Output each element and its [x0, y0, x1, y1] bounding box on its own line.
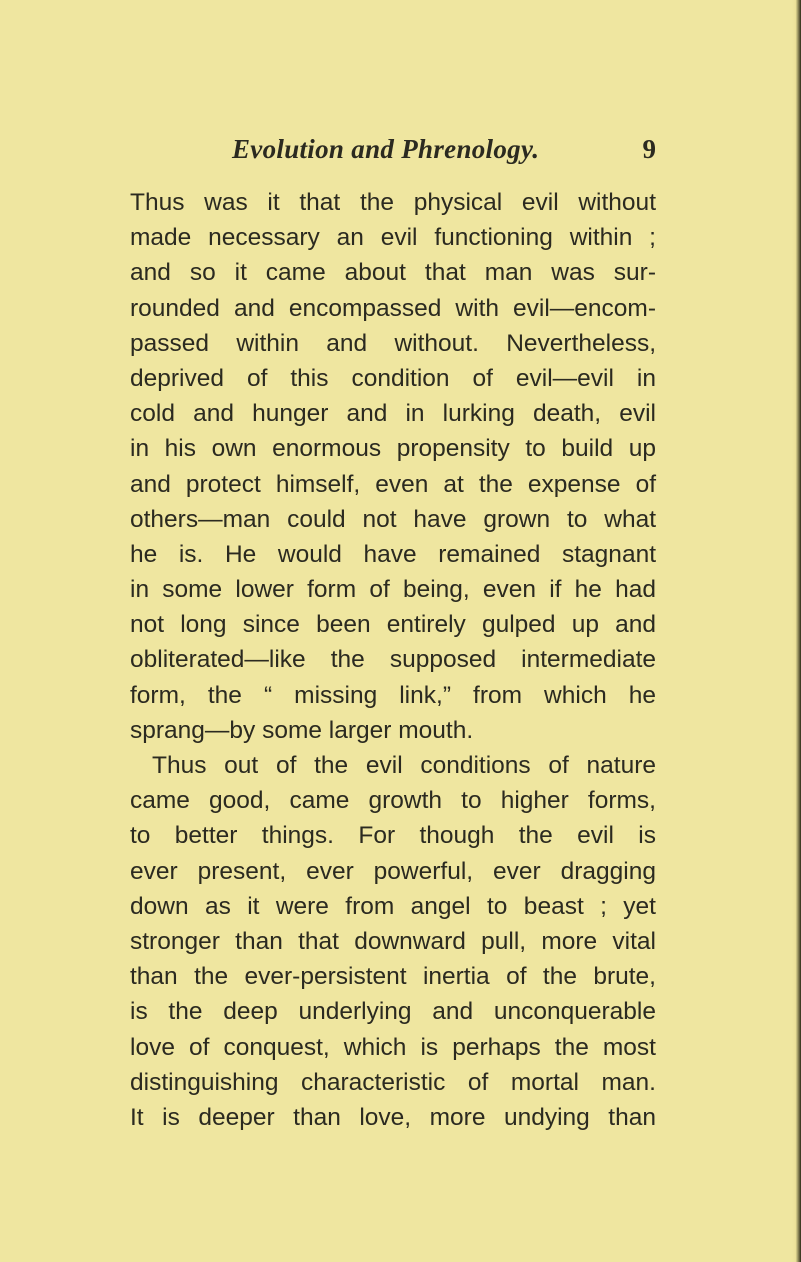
text-line: stronger than that downward pull, more vital: [130, 927, 656, 955]
text-line: he is. He would have remained stagnant: [130, 540, 656, 568]
text-line: made necessary an evil functioning within ;: [130, 224, 656, 252]
page-edge-shadow: [792, 0, 801, 1262]
text-line: form, the “ missing link,” from which he: [130, 681, 656, 709]
text-line: in his own enormous propensity to build up: [130, 435, 656, 463]
text-line: obliterated—like the supposed intermediate: [130, 646, 656, 674]
page-header: [232, 134, 656, 174]
text-line: Thus was it that the physical evil without: [130, 189, 656, 216]
paragraph-2: [130, 748, 656, 1135]
text-line: cold and hunger and in lurking death, evil: [130, 400, 656, 428]
text-line: It is deeper than love, more undying than: [130, 1103, 656, 1131]
body-text: [130, 185, 656, 1135]
text-line: Thus out of the evil conditions of nature: [152, 752, 656, 779]
running-head: Evolution and Phrenology.: [232, 134, 540, 164]
text-line: love of conquest, which is perhaps the most: [130, 1033, 656, 1061]
text-line: passed within and without. Nevertheless,: [130, 329, 656, 357]
text-line: sprang—by some larger mouth.: [130, 716, 474, 744]
text-line: than the ever-persistent inertia of the brute,: [130, 963, 656, 991]
text-line: and protect himself, even at the expense of: [130, 470, 656, 498]
text-line: distinguishing characteristic of mortal man.: [130, 1068, 656, 1096]
text-line: others—man could not have grown to what: [130, 505, 656, 533]
page-number: 9: [642, 134, 656, 164]
text-line: came good, came growth to higher forms,: [130, 787, 656, 815]
paragraph-1: [130, 185, 656, 748]
text-line: not long since been entirely gulped up and: [130, 611, 656, 639]
text-line: rounded and encompassed with evil—encom-: [130, 294, 656, 322]
text-line: and so it came about that man was sur-: [130, 259, 656, 287]
text-line: in some lower form of being, even if he had: [130, 576, 656, 604]
text-line: is the deep underlying and unconquerable: [130, 998, 656, 1026]
text-line: to better things. For though the evil is: [130, 822, 656, 850]
text-line: deprived of this condition of evil—evil in: [130, 364, 656, 392]
text-line: down as it were from angel to beast ; yet: [130, 892, 656, 920]
text-line: ever present, ever powerful, ever dragging: [130, 857, 656, 885]
